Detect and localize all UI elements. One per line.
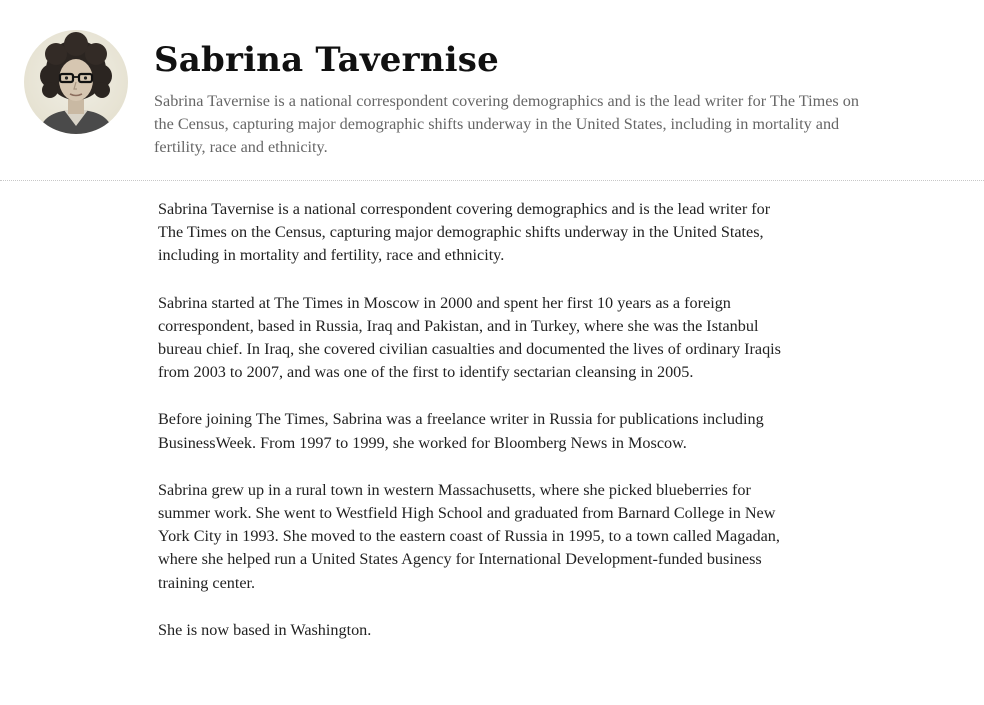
- bio-paragraph: Sabrina Tavernise is a national correspondent covering demographics and is the lead writer for The Times on the Census, capturing major demographic shifts underway in the United States, including in mortality and fertility, race and ethnicity.: [158, 200, 771, 265]
- author-header: [0, 0, 984, 181]
- bio-paragraph: Sabrina started at The Times in Moscow in 2000 and spent her first 10 years as a foreign correspondent, based in Russia, Iraq and Pakistan, and in Turkey, where she was the Istanbul bureau chief. In Iraq, she covered civilian casualties and documented the lives of ordinary Iraqis from 2003 to 2007, and was one of the first to identify sectarian cleansing in 2005.: [158, 293, 781, 382]
- author-avatar: [24, 30, 128, 134]
- bio-paragraph: She is now based in Washington.: [158, 620, 372, 639]
- author-summary: Sabrina Tavernise is a national correspondent covering demographics and is the lead writer for The Times on the Census, capturing major demographic shifts underway in the United States, including in mortality and fertility, race and ethnicity.: [154, 92, 859, 156]
- author-bio: [158, 198, 798, 666]
- bio-paragraph: Before joining The Times, Sabrina was a freelance writer in Russia for publications including BusinessWeek. From 1997 to 1999, she worked for Bloomberg News in Moscow.: [158, 410, 764, 452]
- author-portrait-image: [24, 30, 128, 134]
- author-name: Sabrina Tavernise: [154, 40, 499, 80]
- bio-paragraph: Sabrina grew up in a rural town in western Massachusetts, where she picked blueberries for summer work. She went to Westfield High School and graduated from Barnard College in New York City in 1993. She moved to the eastern coast of Russia in 1995, to a town called Magadan, where she helped run a United States Agency for International Development-funded business training center.: [158, 480, 780, 592]
